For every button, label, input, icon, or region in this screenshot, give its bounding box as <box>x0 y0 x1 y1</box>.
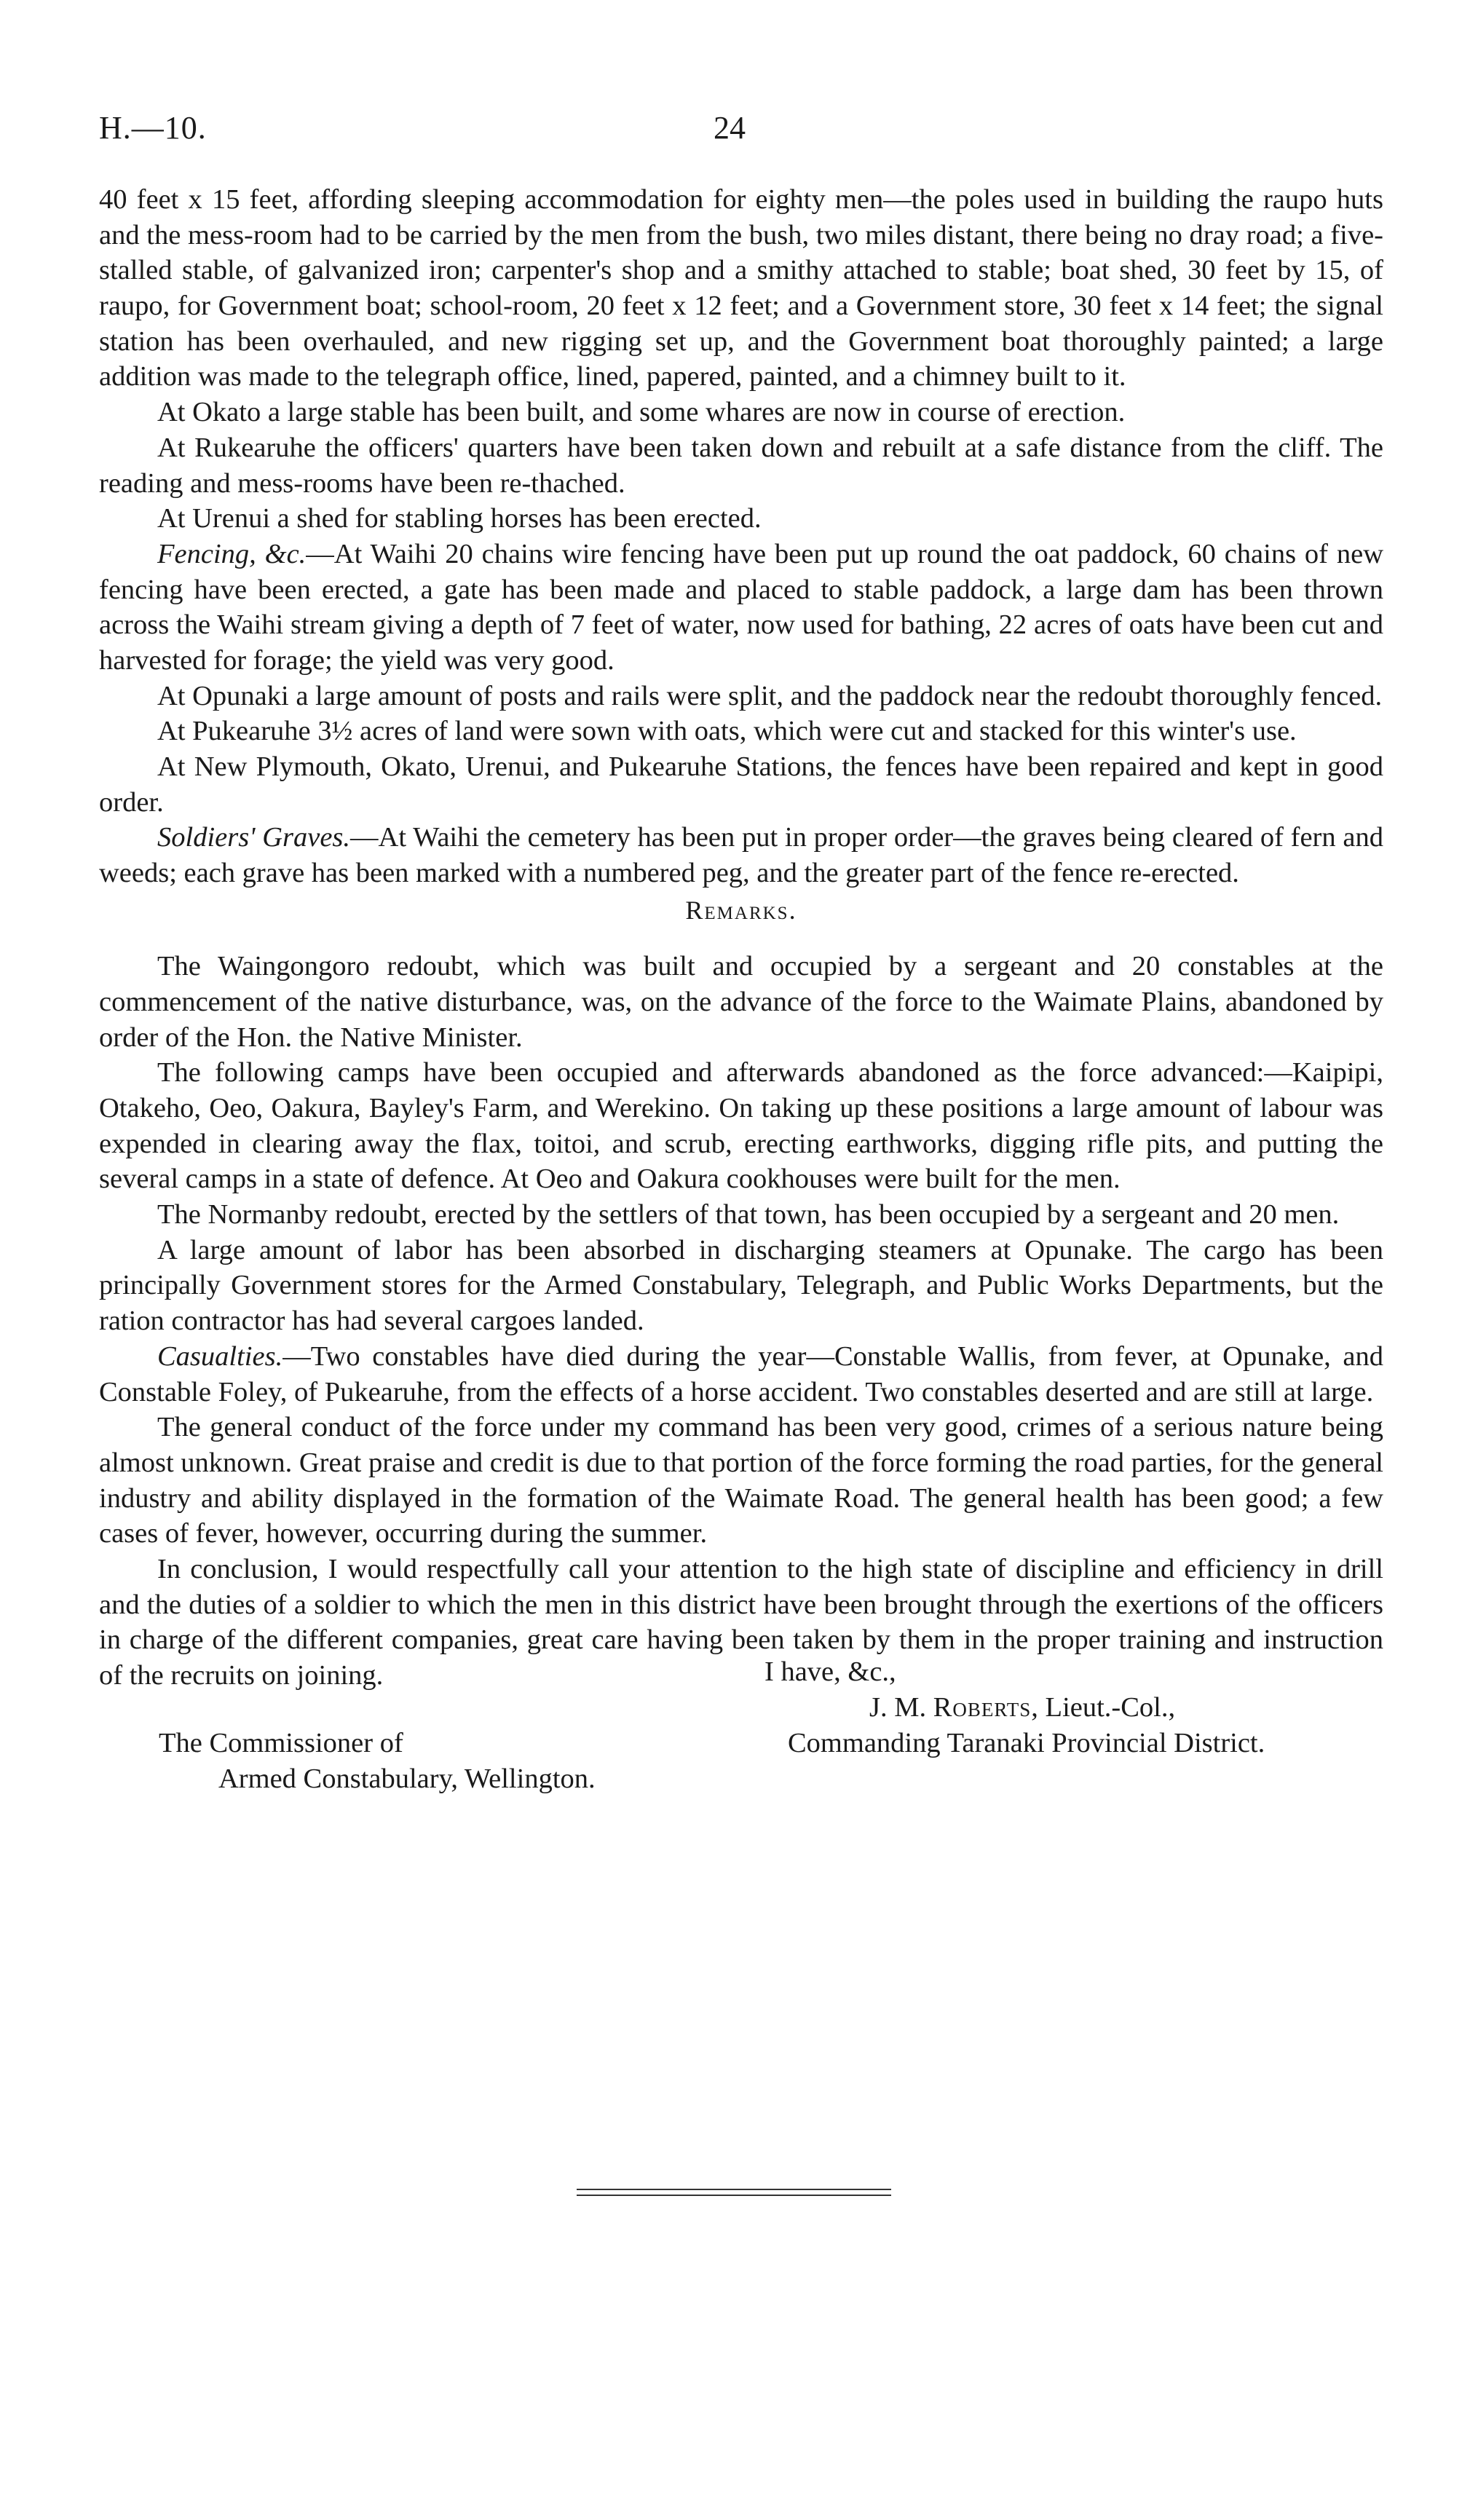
paragraph: At Rukearuhe the officers' quarters have been taken down and rebuilt at a safe distance from the cliff. The reading and mess-rooms have been re-thached. <box>99 432 1383 499</box>
paragraph: In conclusion, I would respectfully call your attention to the high state of discipline and efficiency in drill and the duties of a soldier to which the men in this district have been brought through the exertions of the officers in charge of the different companies, great care having been taken by them in the proper training and instruction of the recruits on joining. <box>99 1553 1383 1691</box>
addressee-line-2: Armed Constabulary, Wellington. <box>218 1763 596 1794</box>
paragraph: The general conduct of the force under my command has been very good, crimes of a serious nature being almost unknown. Great praise and credit is due to that portion of the force forming the road parties, for the general industry and ability displayed in the formation of the Waimate Road. The general health has been good; a few cases of fever, however, occurring during the summer. <box>99 1412 1384 1549</box>
paragraph: At New Plymouth, Okato, Urenui, and Pukearuhe Stations, the fences have been repaired and kept in good order. <box>99 751 1383 818</box>
paragraph: The Normanby redoubt, erected by the settlers of that town, has been occupied by a sergeant and 20 men. <box>157 1199 1340 1231</box>
end-rule-divider <box>577 2189 891 2196</box>
paragraph-text: —Two constables have died during the year—Constable Wallis, from fever, at Opunake, and Constable Foley, of Pukearuhe, from the effects of a horse accident. Two constables deserted and are still at large. <box>99 1340 1383 1407</box>
paragraph: The Waingongoro redoubt, which was built and occupied by a sergeant and 20 constables at the commencement of the native disturbance, was, on the advance of the force to the Waimate Plains, abandoned by order of the Hon. the Native Minister. <box>99 951 1383 1053</box>
addressee-line-1: The Commissioner of <box>159 1728 403 1758</box>
paragraph: 40 feet x 15 feet, affording sleeping accommodation for eighty men—the poles used in building the raupo huts and the mess-room had to be carried by the men from the bush, two miles distant, there being no dray road; a five-stalled stable, of galvanized iron; carpenter's shop and a smithy attached to stable; boat shed, 30 feet by 15, of raupo, for Government boat; school-room, 20 feet x 12 feet; and a Government store, 30 feet x 14 feet; the signal station has been overhauled, and new rigging set up, and the Government boat thoroughly painted; a large addition was made to the telegraph office, lined, papered, painted, and a chimney built to it. <box>99 184 1383 392</box>
paragraph-casualties <box>99 1339 1383 1410</box>
signatory-name <box>869 1690 1175 1726</box>
report-body <box>99 182 1383 1694</box>
section-lead-graves: Soldiers' Graves. <box>157 822 351 853</box>
signatory-initials: J. M. <box>869 1692 933 1723</box>
section-lead-fencing: Fencing, &c. <box>157 538 307 569</box>
paragraph-graves <box>99 820 1383 890</box>
document-reference: H.—10. <box>99 110 207 146</box>
paragraph: At Urenui a shed for stabling horses has been erected. <box>157 503 762 534</box>
closing-line: I have, &c., <box>764 1656 896 1687</box>
remarks-heading: Remarks. <box>685 895 797 925</box>
paragraph: At Pukearuhe 3½ acres of land were sown with oats, which were cut and stacked for this winter's use. <box>157 716 1297 747</box>
paragraph: At Opunaki a large amount of posts and rails were split, and the paddock near the redoubt thoroughly fenced. <box>157 680 1383 711</box>
page-number: 24 <box>714 110 746 146</box>
section-lead-casualties: Casualties. <box>157 1340 283 1372</box>
paragraph-text: —At Waihi the cemetery has been put in proper order—the graves being cleared of fern and weeds; each grave has been marked with a numbered peg, and the greater part of the fence re-erected. <box>99 822 1383 889</box>
signatory-rank: , Lieut.-Col., <box>1031 1692 1176 1723</box>
paragraph: At Okato a large stable has been built, and some whares are now in course of erection. <box>157 397 1126 428</box>
paragraph-text: —At Waihi 20 chains wire fencing have been put up round the oat paddock, 60 chains of new fencing have been erected, a gate has been made and placed to stable paddock, a large dam has been thrown across the Waihi stream giving a depth of 7 feet of water, now used for bathing, 22 acres of oats have been cut and harvested for forage; the yield was very good. <box>99 538 1383 676</box>
signatory-surname: Roberts <box>933 1692 1032 1723</box>
signatory-title: Commanding Taranaki Provincial District. <box>788 1728 1265 1758</box>
paragraph: The following camps have been occupied and afterwards abandoned as the force advanced:—Kaipipi, Otakeho, Oeo, Oakura, Bayley's Farm, and Werekino. On taking up these positions a large amount of labour was expended in clearing away the flax, toitoi, and scrub, erecting earthworks, digging rifle pits, and putting the several camps in a state of defence. At Oeo and Oakura cookhouses were built for the men. <box>99 1057 1383 1195</box>
paragraph-fencing <box>99 537 1383 679</box>
paragraph: A large amount of labor has been absorbed in discharging steamers at Opunake. The cargo has been principally Government stores for the Armed Constabulary, Telegraph, and Public Works Departments, but the ration contractor has had several cargoes landed. <box>99 1234 1383 1337</box>
signature-block <box>99 1654 1383 1794</box>
